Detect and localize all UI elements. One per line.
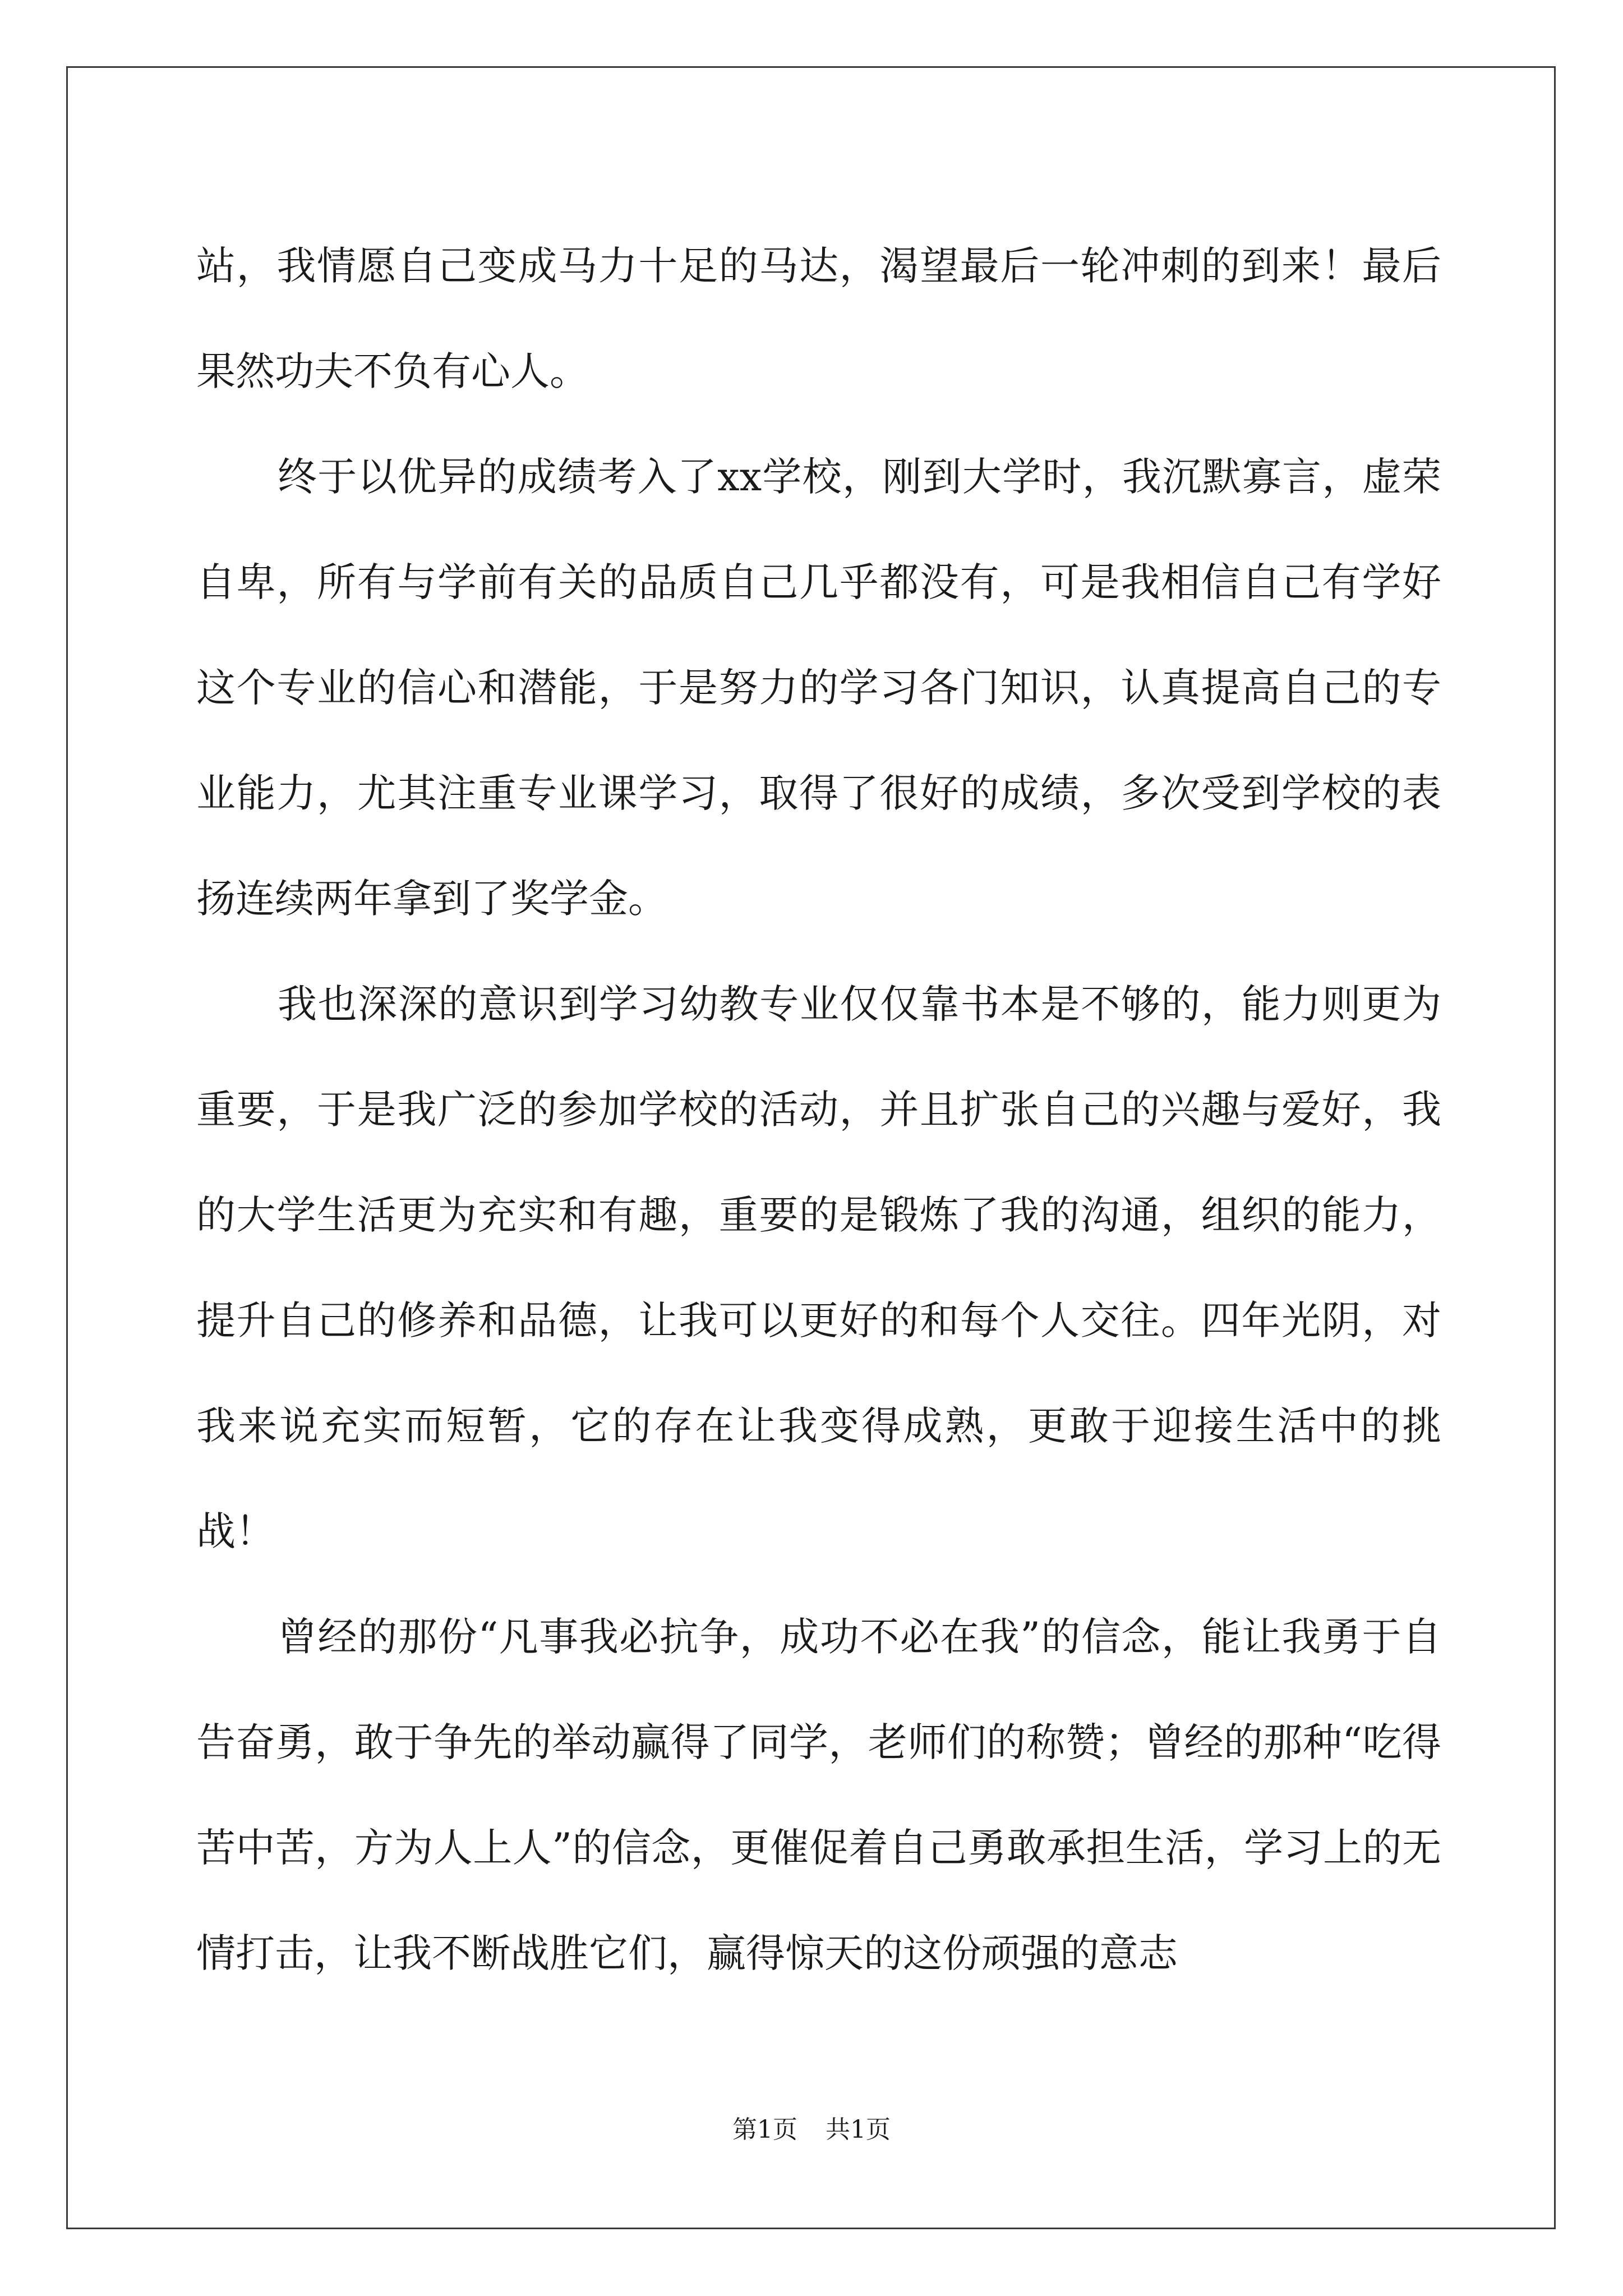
paragraph-2: 终于以优异的成绩考入了xx学校，刚到大学时，我沉默寡言，虚荣自卑，所有与学前有关的品质自己几乎都没有，可是我相信自己有学好这个专业的信心和潜能，于是努力的学习各门知识，认真提高自己的专业能力，尤其注重专业课学习，取得了很好的成绩，多次受到学校的表扬连续两年拿到了奖学金。 xyxy=(196,454,1441,922)
paragraph-4: 曾经的那份“凡事我必抗争，成功不必在我”的信念，能让我勇于自告奋勇，敢于争先的举动赢得了同学，老师们的称赞；曾经的那种“吃得苦中苦，方为人上人”的信念，更催促着自己勇敢承担生活，学习上的无情打击，让我不断战胜它们，赢得惊天的这份顽强的意志 xyxy=(196,1614,1441,1976)
document-body xyxy=(196,213,1441,2006)
page-footer xyxy=(0,2109,1623,2145)
page-total: 共1页 xyxy=(826,2115,891,2144)
paragraph-3: 我也深深的意识到学习幼教专业仅仅靠书本是不够的，能力则更为重要，于是我广泛的参加学校的活动，并且扩张自己的兴趣与爱好，我的大学生活更为充实和有趣，重要的是锻炼了我的沟通，组织的能力，提升自己的修养和品德，让我可以更好的和每个人交往。四年光阴，对我来说充实而短暂，它的存在让我变得成熟，更敢于迎接生活中的挑战！ xyxy=(196,981,1441,1554)
paragraph-1: 站，我情愿自己变成马力十足的马达，渴望最后一轮冲刺的到来！最后果然功夫不负有心人。 xyxy=(196,243,1441,394)
page-number: 第1页 xyxy=(732,2115,797,2144)
